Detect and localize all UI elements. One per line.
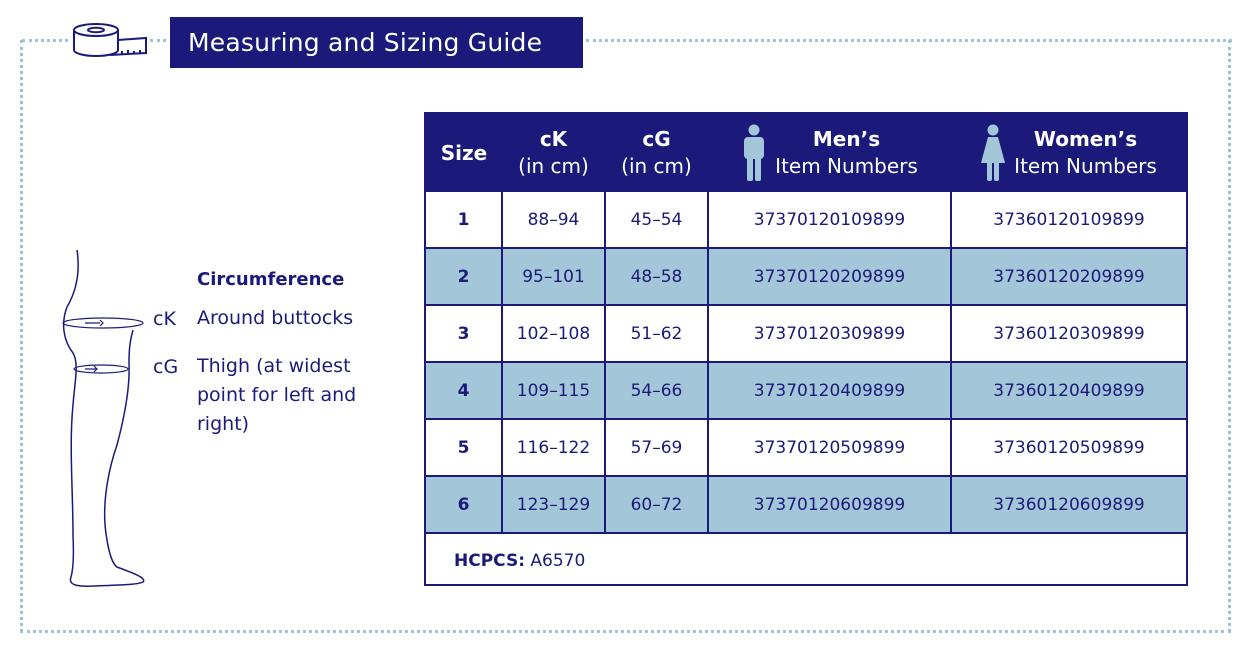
frame-dots-right: [1228, 40, 1231, 632]
table-row: [426, 419, 1186, 476]
cell-mens-item: 37370120509899: [708, 419, 951, 476]
table-row: [426, 305, 1186, 362]
cell-ck: 102–108: [502, 305, 605, 362]
cell-womens-item: 37360120209899: [951, 248, 1186, 305]
cell-size: 3: [426, 305, 502, 362]
cell-cg: 48–58: [605, 248, 708, 305]
frame-dots-top-left: [22, 39, 68, 42]
hcpcs-value: A6570: [530, 551, 586, 571]
cell-size: 4: [426, 362, 502, 419]
sizing-table-grid: [426, 114, 1186, 588]
cell-ck: 95–101: [502, 248, 605, 305]
cell-size: 5: [426, 419, 502, 476]
cell-cg: 57–69: [605, 419, 708, 476]
legend-desc-ck: Around buttocks: [197, 307, 354, 329]
frame-dots-top-mid: [150, 39, 166, 42]
cell-mens-item: 37370120409899: [708, 362, 951, 419]
cell-size: 6: [426, 476, 502, 533]
frame-dots-bottom: [20, 630, 1231, 633]
cell-mens-item: 37370120209899: [708, 248, 951, 305]
measuring-tape-icon: [70, 20, 150, 64]
cell-cg: 54–66: [605, 362, 708, 419]
table-header-row: [426, 114, 1186, 192]
table-row: [426, 362, 1186, 419]
legend-desc-cg: Thigh (at widest point for left and right): [197, 355, 357, 435]
legend-heading: Circumference: [197, 269, 345, 290]
cell-cg: 60–72: [605, 476, 708, 533]
frame-dots-top-right: [586, 39, 1232, 42]
cell-womens-item: 37360120409899: [951, 362, 1186, 419]
leg-diagram-illustration: [55, 245, 155, 590]
hcpcs-label: HCPCS:: [454, 551, 525, 571]
cell-mens-item: 37370120309899: [708, 305, 951, 362]
cell-mens-item: 37370120609899: [708, 476, 951, 533]
table-row: [426, 192, 1186, 248]
cell-ck: 116–122: [502, 419, 605, 476]
hcpcs-cell: [426, 533, 1186, 588]
cell-womens-item: 37360120509899: [951, 419, 1186, 476]
page-title: Measuring and Sizing Guide: [170, 17, 583, 68]
table-row: [426, 476, 1186, 533]
header-size: Size: [426, 114, 502, 192]
legend-code-cg: cG: [153, 356, 179, 378]
cell-mens-item: 37370120109899: [708, 192, 951, 248]
man-icon: [741, 123, 767, 183]
header-mens-items: Men’s Item Numbers: [708, 114, 951, 192]
cell-cg: 45–54: [605, 192, 708, 248]
cell-cg: 51–62: [605, 305, 708, 362]
legend-code-ck: cK: [153, 308, 176, 330]
cell-ck: 88–94: [502, 192, 605, 248]
cell-ck: 123–129: [502, 476, 605, 533]
cell-size: 1: [426, 192, 502, 248]
header-cg: cG (in cm): [605, 114, 708, 192]
frame-dots-left: [20, 40, 23, 632]
woman-icon: [980, 123, 1006, 183]
sizing-table: [424, 112, 1188, 586]
cell-womens-item: 37360120309899: [951, 305, 1186, 362]
header-ck: cK (in cm): [502, 114, 605, 192]
hcpcs-row: [426, 533, 1186, 588]
cell-size: 2: [426, 248, 502, 305]
cell-womens-item: 37360120109899: [951, 192, 1186, 248]
header-womens-items: Women’s Item Numbers: [951, 114, 1186, 192]
cell-ck: 109–115: [502, 362, 605, 419]
cell-womens-item: 37360120609899: [951, 476, 1186, 533]
table-row: [426, 248, 1186, 305]
